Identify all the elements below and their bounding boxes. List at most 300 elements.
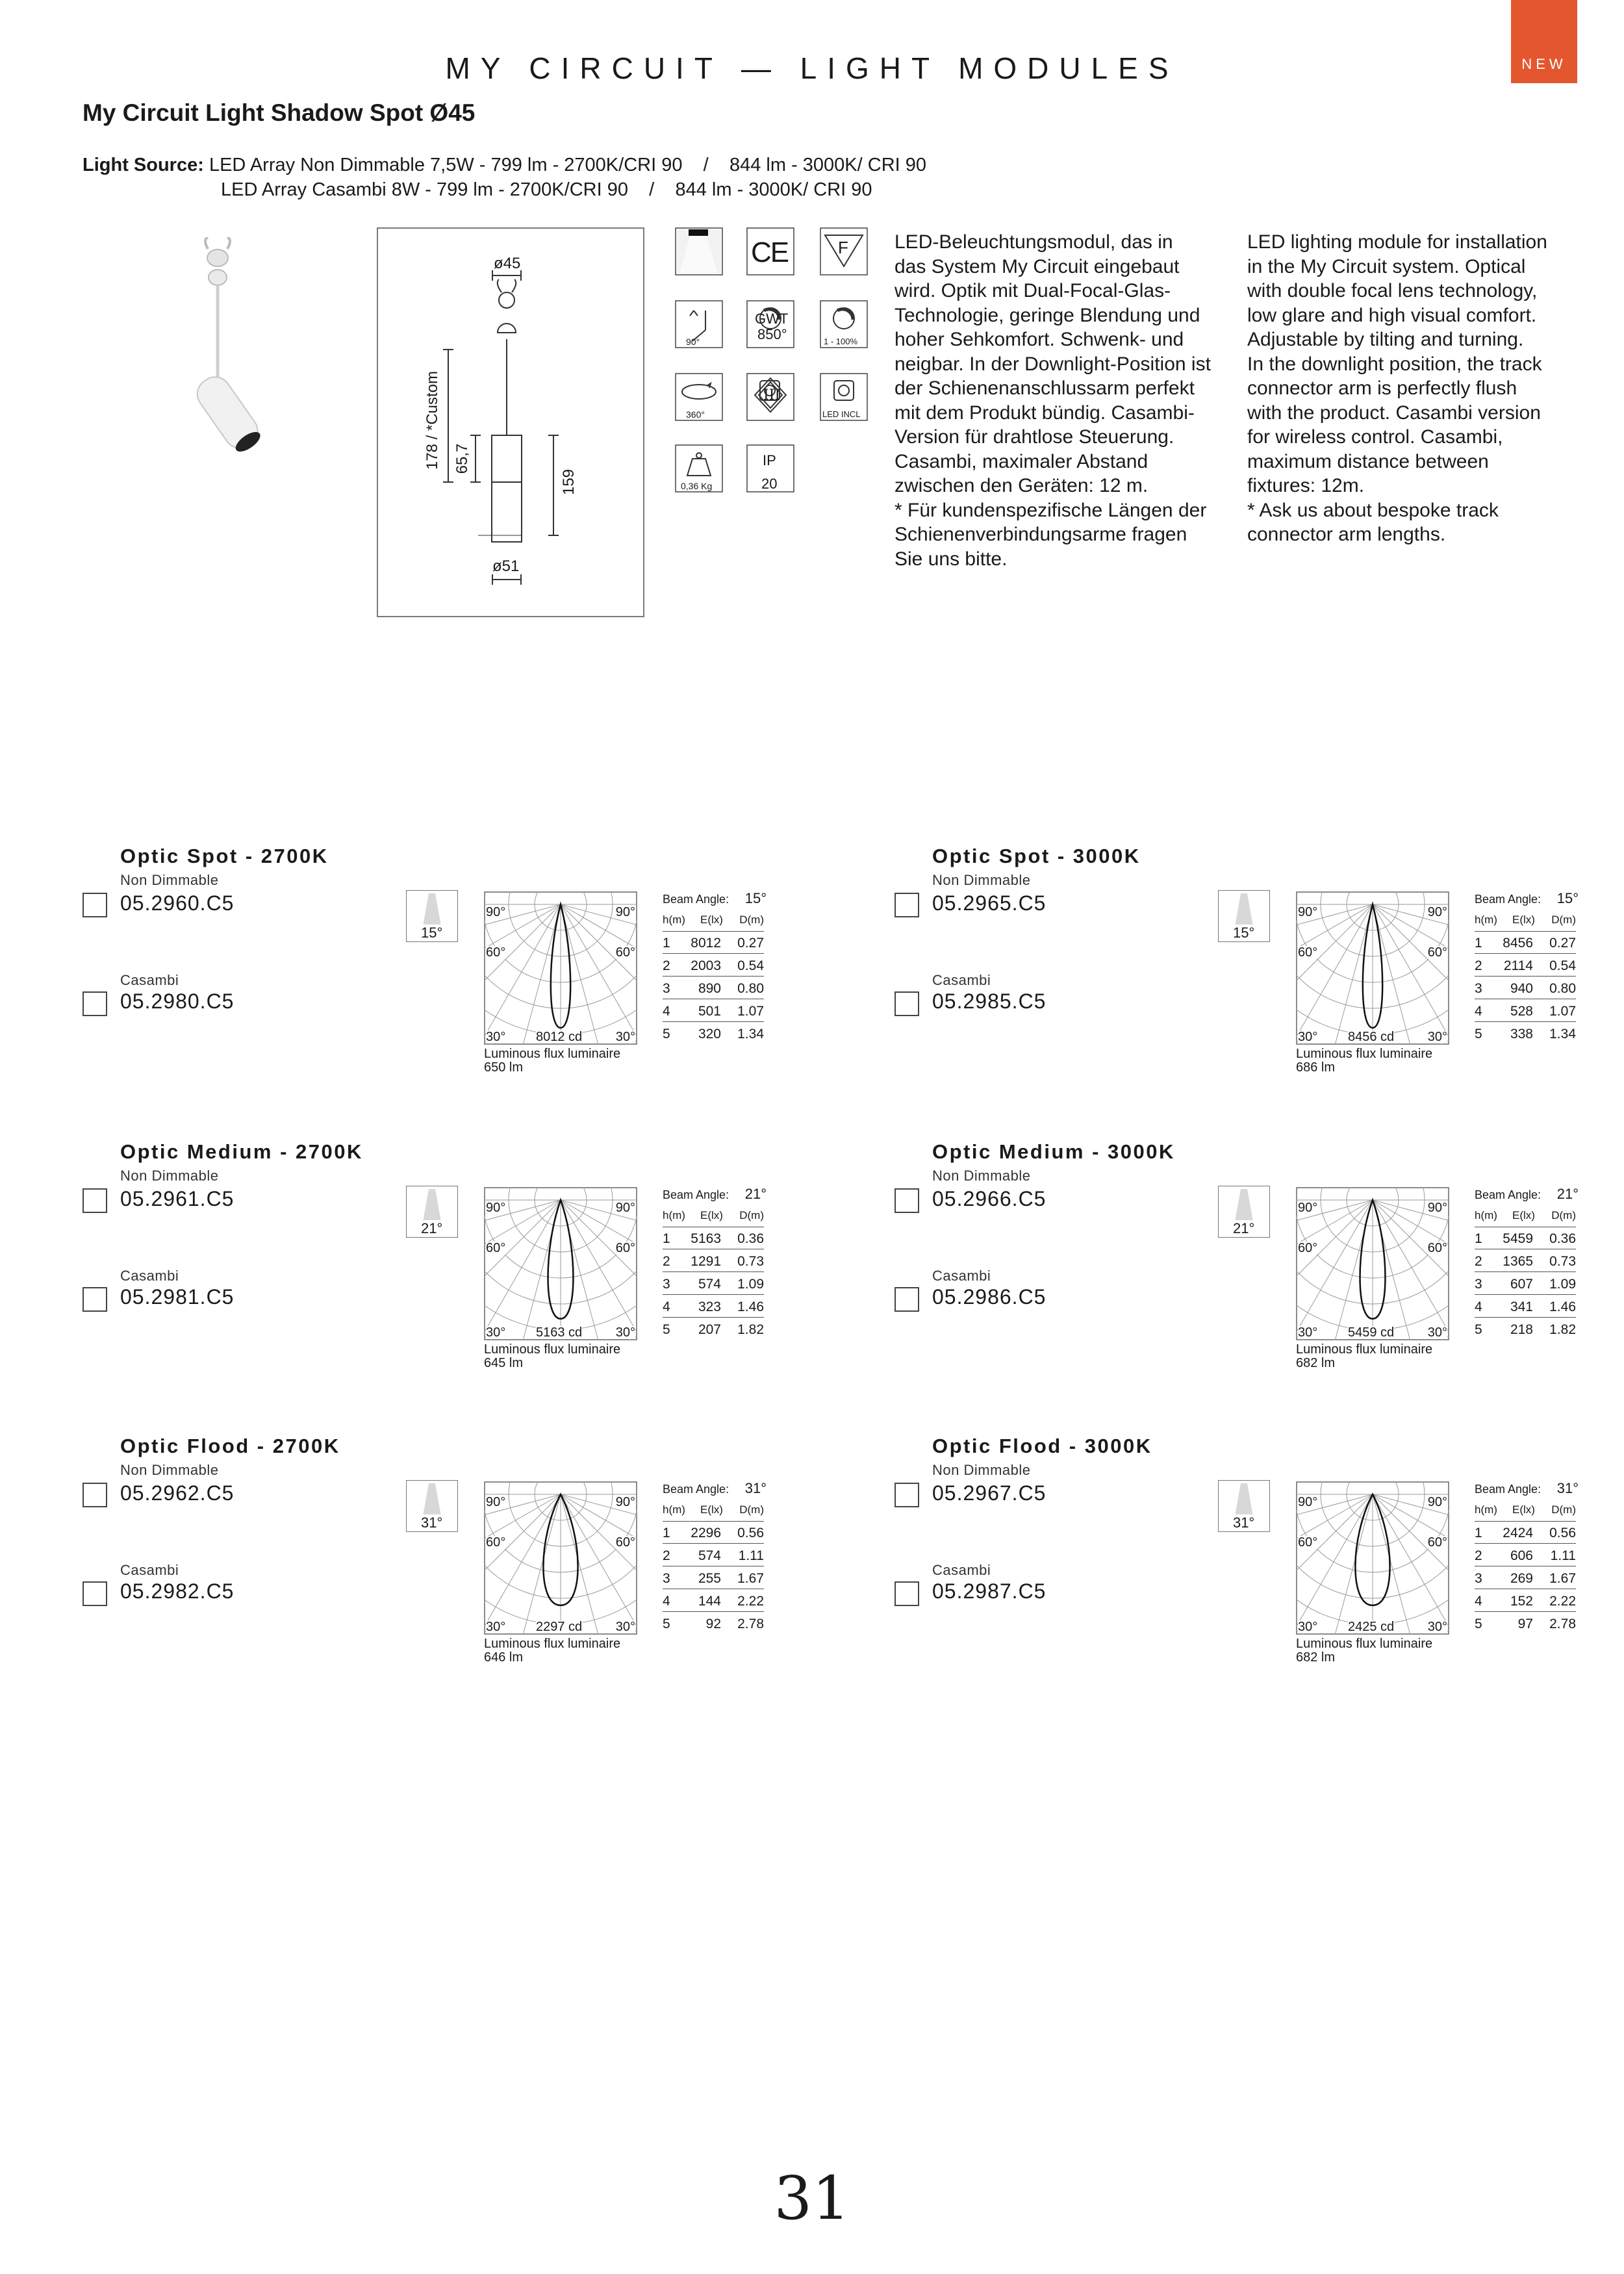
polar-label-30-right: 30°	[1427, 1620, 1447, 1634]
table-row	[1475, 1274, 1576, 1295]
description-line: with the product. Casambi version	[1247, 402, 1541, 424]
table-row	[1475, 1251, 1576, 1272]
flux-value: 682 lm	[1296, 1650, 1336, 1665]
cell-d: 1.82	[1549, 1322, 1576, 1337]
cell-h: 5	[663, 1027, 670, 1041]
table-row	[1475, 1297, 1576, 1318]
checkbox-non-dimmable[interactable]	[894, 1188, 919, 1213]
table-header	[663, 1501, 764, 1522]
table-header	[663, 1207, 764, 1227]
cell-d: 1.67	[1549, 1571, 1576, 1586]
cell-e: 2003	[691, 958, 721, 973]
polar-label-30-left: 30°	[1298, 1325, 1318, 1340]
gwt-label: GWT	[755, 311, 789, 327]
polar-candela: 2425 cd	[1348, 1620, 1395, 1634]
checkbox-casambi[interactable]	[894, 991, 919, 1016]
cell-e: 5459	[1503, 1231, 1533, 1246]
cell-h: 3	[663, 1277, 670, 1292]
description-line: low glare and high visual comfort.	[1247, 304, 1537, 326]
flux-label: Luminous flux luminaire	[1296, 1637, 1433, 1651]
description-line: zwischen den Geräten: 12 m.	[894, 475, 1148, 496]
table-row	[1475, 1568, 1576, 1589]
cell-h: 1	[663, 936, 670, 951]
polar-label-60-left: 60°	[486, 1241, 506, 1255]
table-row	[663, 956, 764, 977]
description-line: wird. Optik mit Dual-Focal-Glas-	[894, 280, 1171, 301]
polar-grid	[484, 1187, 637, 1340]
cell-d: 1.09	[737, 1277, 764, 1292]
cell-h: 5	[663, 1616, 670, 1631]
checkbox-non-dimmable[interactable]	[82, 893, 107, 917]
col-d: D(m)	[739, 1209, 764, 1221]
cell-e: 8456	[1503, 936, 1533, 951]
table-header	[1475, 911, 1576, 932]
beam-angle-icon	[406, 1186, 458, 1238]
description-line: der Schienenanschlussarm perfekt	[894, 377, 1195, 399]
table-row	[663, 933, 764, 954]
cell-e: 606	[1510, 1548, 1533, 1563]
polar-candela: 8012 cd	[536, 1030, 583, 1044]
description-line: Casambi, maximaler Abstand	[894, 450, 1148, 472]
cell-e: 574	[698, 1277, 721, 1292]
polar-label-30-left: 30°	[1298, 1030, 1318, 1044]
flux-value: 645 lm	[484, 1356, 524, 1370]
page-header: MY CIRCUIT — LIGHT MODULES	[445, 51, 1179, 85]
beam-angle-label: Beam Angle:	[663, 1188, 730, 1201]
product-code-non-dimmable: 05.2967.C5	[932, 1481, 1047, 1505]
cell-e: 2424	[1503, 1526, 1533, 1540]
checkbox-casambi[interactable]	[82, 991, 107, 1016]
optic-section	[82, 1140, 767, 1413]
cell-d: 1.07	[1549, 1004, 1576, 1019]
cell-h: 1	[1475, 936, 1482, 951]
description-line: neigbar. In der Downlight-Position ist	[894, 353, 1211, 375]
cell-e: 320	[698, 1027, 721, 1041]
product-code-casambi: 05.2985.C5	[932, 990, 1047, 1013]
ip-value: 20	[761, 476, 778, 492]
table-row	[663, 1024, 764, 1044]
cell-e: 2296	[691, 1526, 721, 1540]
product-code-non-dimmable: 05.2966.C5	[932, 1187, 1047, 1210]
non-dimmable-label: Non Dimmable	[120, 872, 219, 888]
polar-grid	[484, 1481, 637, 1635]
dim-range-label: 1 - 100%	[824, 337, 858, 346]
gwt-value: 850°	[757, 326, 787, 342]
table-row	[1475, 956, 1576, 977]
cell-e: 92	[705, 1616, 721, 1631]
beam-angle-icon-label: 21°	[421, 1220, 443, 1236]
table-row	[1475, 1523, 1576, 1544]
table-row	[1475, 1001, 1576, 1022]
description-line: LED lighting module for installation	[1247, 231, 1547, 253]
table-row	[663, 1546, 764, 1566]
cell-h: 2	[663, 1548, 670, 1563]
table-header	[1475, 1501, 1576, 1522]
cell-e: 338	[1510, 1027, 1533, 1041]
illuminance-table	[663, 890, 767, 1046]
col-h: h(m)	[663, 913, 685, 926]
col-h: h(m)	[1475, 913, 1497, 926]
polar-label-90-right: 90°	[615, 1495, 635, 1509]
description-line: Schienenverbindungsarme fragen	[894, 524, 1187, 545]
dim-diameter-bottom: ø51	[492, 557, 520, 575]
cell-h: 2	[1475, 1548, 1482, 1563]
polar-label-90-right: 90°	[615, 905, 635, 919]
cell-h: 5	[663, 1322, 670, 1337]
cell-d: 1.67	[737, 1571, 764, 1586]
beam-angle-icon	[406, 890, 458, 942]
cell-e: 574	[698, 1548, 721, 1563]
description-line: maximum distance between	[1247, 450, 1489, 472]
table-row	[1475, 933, 1576, 954]
polar-label-60-left: 60°	[1298, 1241, 1318, 1255]
page-number: 31	[774, 2164, 850, 2233]
polar-diagram	[484, 1481, 637, 1635]
optic-section	[894, 1140, 1579, 1413]
optic-title: Optic Flood - 2700K	[120, 1435, 340, 1457]
cell-d: 2.22	[737, 1594, 764, 1609]
polar-label-90-left: 90°	[486, 1201, 506, 1215]
table-row	[663, 1591, 764, 1612]
table-row	[663, 1614, 764, 1634]
cell-e: 607	[1510, 1277, 1533, 1292]
casambi-label: Casambi	[120, 1268, 179, 1284]
illuminance-table	[663, 1186, 767, 1342]
polar-candela: 8456 cd	[1348, 1030, 1395, 1044]
table-row	[663, 1274, 764, 1295]
spec-icon-grid	[669, 227, 799, 500]
cell-e: 218	[1510, 1322, 1533, 1337]
spec-icon-grid-right	[820, 227, 872, 429]
cell-h: 4	[1475, 1004, 1482, 1019]
col-h: h(m)	[663, 1503, 685, 1516]
cell-d: 1.09	[1549, 1277, 1576, 1292]
cell-d: 0.73	[737, 1254, 764, 1269]
cell-e: 97	[1517, 1616, 1533, 1631]
col-h: h(m)	[1475, 1209, 1497, 1221]
table-row	[663, 1568, 764, 1589]
beam-angle-label: Beam Angle:	[1475, 893, 1542, 906]
cell-d: 0.73	[1549, 1254, 1576, 1269]
optic-section	[82, 845, 767, 1118]
table-row	[1475, 1320, 1576, 1340]
cell-h: 3	[1475, 1571, 1482, 1586]
description-de	[894, 230, 1232, 571]
beam-angle-icon-label: 31°	[1233, 1514, 1255, 1531]
polar-label-30-left: 30°	[1298, 1620, 1318, 1634]
cell-d: 0.27	[1549, 936, 1576, 951]
cell-d: 0.54	[737, 958, 764, 973]
cell-h: 4	[663, 1299, 670, 1314]
description-line: LED-Beleuchtungsmodul, das in	[894, 231, 1173, 253]
checkbox-casambi[interactable]	[894, 1581, 919, 1606]
description-line: * Ask us about bespoke track	[1247, 499, 1499, 521]
casambi-label: Casambi	[932, 972, 991, 988]
product-code-non-dimmable: 05.2960.C5	[120, 891, 235, 915]
cell-e: 5163	[691, 1231, 721, 1246]
description-line: mit dem Produkt bündig. Casambi-	[894, 402, 1195, 424]
description-line: In the downlight position, the track	[1247, 353, 1542, 375]
polar-label-30-left: 30°	[486, 1325, 506, 1340]
polar-grid	[1296, 1481, 1449, 1635]
description-line: connector arm lengths.	[1247, 524, 1446, 545]
cell-d: 1.46	[1549, 1299, 1576, 1314]
cell-h: 1	[1475, 1526, 1482, 1540]
table-row	[663, 1229, 764, 1249]
polar-label-90-left: 90°	[486, 1495, 506, 1509]
table-row	[1475, 1546, 1576, 1566]
description-line: Version für drahtlose Steuerung.	[894, 426, 1174, 448]
cell-e: 1291	[691, 1254, 721, 1269]
polar-grid	[1296, 891, 1449, 1045]
weight-label: 0,36 Kg	[681, 481, 713, 491]
cell-d: 0.27	[737, 936, 764, 951]
col-d: D(m)	[1551, 1209, 1576, 1221]
non-dimmable-label: Non Dimmable	[120, 1462, 219, 1478]
dim-height-total: 178 / *Custom	[424, 370, 441, 470]
checkbox-casambi[interactable]	[82, 1581, 107, 1606]
polar-label-60-left: 60°	[486, 1535, 506, 1550]
cell-d: 1.34	[1549, 1027, 1576, 1041]
polar-label-60-right: 60°	[615, 1535, 635, 1550]
cell-h: 3	[663, 1571, 670, 1586]
polar-candela: 2297 cd	[536, 1620, 583, 1634]
table-row	[1475, 1614, 1576, 1634]
polar-label-90-left: 90°	[1298, 1495, 1318, 1509]
mount-clip-icon	[205, 237, 230, 285]
cell-h: 1	[663, 1231, 670, 1246]
table-row	[663, 1251, 764, 1272]
col-e: E(lx)	[1512, 1503, 1535, 1516]
polar-diagram	[484, 1187, 637, 1340]
flux-label: Luminous flux luminaire	[484, 1047, 621, 1061]
col-h: h(m)	[1475, 1503, 1497, 1516]
cell-e: 207	[698, 1322, 721, 1337]
product-code-casambi: 05.2987.C5	[932, 1579, 1047, 1603]
polar-label-30-right: 30°	[1427, 1030, 1447, 1044]
cell-h: 2	[1475, 1254, 1482, 1269]
flux-label: Luminous flux luminaire	[1296, 1342, 1433, 1357]
polar-label-60-left: 60°	[1298, 1535, 1318, 1550]
polar-label-60-left: 60°	[1298, 945, 1318, 960]
polar-label-60-left: 60°	[486, 945, 506, 960]
beam-angle-value: 21°	[744, 1186, 767, 1202]
table-row	[663, 1523, 764, 1544]
product-code-non-dimmable: 05.2962.C5	[120, 1481, 235, 1505]
description-line: connector arm is perfectly flush	[1247, 377, 1517, 399]
polar-label-30-right: 30°	[615, 1030, 635, 1044]
description-line: for wireless control. Casambi,	[1247, 426, 1503, 448]
cell-h: 2	[663, 1254, 670, 1269]
beam-angle-value: 15°	[1556, 890, 1579, 906]
col-e: E(lx)	[700, 1209, 723, 1221]
cell-h: 5	[1475, 1616, 1482, 1631]
flux-value: 682 lm	[1296, 1356, 1336, 1370]
cell-h: 5	[1475, 1027, 1482, 1041]
product-code-casambi: 05.2981.C5	[120, 1285, 235, 1309]
cell-e: 341	[1510, 1299, 1533, 1314]
illuminance-table	[1475, 1480, 1579, 1636]
product-code-casambi: 05.2982.C5	[120, 1579, 235, 1603]
description-line: Sie uns bitte.	[894, 548, 1008, 570]
cell-d: 2.22	[1549, 1594, 1576, 1609]
col-d: D(m)	[1551, 1503, 1576, 1516]
ce-mark-icon: CE	[751, 236, 789, 268]
technical-drawing	[377, 227, 644, 617]
checkbox-non-dimmable[interactable]	[82, 1483, 107, 1507]
description-line: hoher Sehkomfort. Schwenk- und	[894, 329, 1184, 350]
cell-h: 3	[663, 981, 670, 996]
cell-d: 0.36	[737, 1231, 764, 1246]
non-dimmable-label: Non Dimmable	[932, 1462, 1031, 1478]
polar-label-60-right: 60°	[615, 1241, 635, 1255]
ip-label: IP	[763, 452, 776, 468]
cell-d: 1.11	[738, 1548, 764, 1563]
optic-section	[82, 1435, 767, 1707]
spot-body-icon	[191, 371, 265, 457]
polar-label-60-right: 60°	[1427, 945, 1447, 960]
description-line: das System My Circuit eingebaut	[894, 255, 1180, 277]
cell-h: 1	[1475, 1231, 1482, 1246]
polar-label-90-right: 90°	[615, 1201, 635, 1215]
beam-angle-label: Beam Angle:	[1475, 1483, 1542, 1496]
checkbox-casambi[interactable]	[894, 1287, 919, 1312]
product-code-non-dimmable: 05.2961.C5	[120, 1187, 235, 1210]
beam-angle-value: 31°	[744, 1480, 767, 1496]
cell-e: 255	[698, 1571, 721, 1586]
dim-height-body: 65,7	[453, 443, 471, 474]
polar-grid	[484, 891, 637, 1045]
description-line: fixtures: 12m.	[1247, 475, 1365, 496]
beam-angle-icon-label: 21°	[1233, 1220, 1255, 1236]
polar-label-90-right: 90°	[1427, 1495, 1447, 1509]
col-d: D(m)	[739, 913, 764, 926]
optic-section	[894, 1435, 1579, 1707]
description-line: * Für kundenspezifische Längen der	[894, 499, 1207, 521]
cell-d: 2.78	[1549, 1616, 1576, 1631]
cell-d: 0.80	[1549, 981, 1576, 996]
polar-grid	[1296, 1187, 1449, 1340]
casambi-label: Casambi	[120, 972, 179, 988]
product-code-non-dimmable: 05.2965.C5	[932, 891, 1047, 915]
col-d: D(m)	[1551, 913, 1576, 926]
polar-label-30-left: 30°	[486, 1030, 506, 1044]
col-e: E(lx)	[700, 913, 723, 926]
beam-angle-icon	[1218, 890, 1270, 942]
optic-title: Optic Flood - 3000K	[932, 1435, 1152, 1457]
table-header	[663, 911, 764, 932]
optic-title: Optic Spot - 3000K	[932, 845, 1141, 867]
polar-candela: 5163 cd	[536, 1325, 583, 1340]
checkbox-casambi[interactable]	[82, 1287, 107, 1312]
product-photo	[162, 237, 292, 458]
cell-d: 0.54	[1549, 958, 1576, 973]
cell-h: 3	[1475, 981, 1482, 996]
beam-angle-value: 31°	[1556, 1480, 1579, 1496]
beam-angle-value: 15°	[744, 890, 767, 906]
rotate-label: 360°	[686, 409, 705, 420]
cell-h: 2	[663, 958, 670, 973]
illuminance-table	[663, 1480, 767, 1636]
checkbox-non-dimmable[interactable]	[894, 1483, 919, 1507]
col-d: D(m)	[739, 1503, 764, 1516]
cell-h: 2	[1475, 958, 1482, 973]
polar-label-30-right: 30°	[1427, 1325, 1447, 1340]
table-row	[663, 1320, 764, 1340]
illuminance-table	[1475, 890, 1579, 1046]
flux-label: Luminous flux luminaire	[1296, 1047, 1433, 1061]
cell-h: 5	[1475, 1322, 1482, 1337]
polar-candela: 5459 cd	[1348, 1325, 1395, 1340]
beam-angle-icon	[406, 1480, 458, 1532]
product-code-casambi: 05.2986.C5	[932, 1285, 1047, 1309]
beam-angle-icon	[1218, 1480, 1270, 1532]
casambi-label: Casambi	[120, 1562, 179, 1578]
cell-d: 0.56	[1549, 1526, 1576, 1540]
polar-label-30-right: 30°	[615, 1325, 635, 1340]
cell-e: 152	[1510, 1594, 1533, 1609]
cell-d: 1.46	[737, 1299, 764, 1314]
polar-label-90-left: 90°	[1298, 1201, 1318, 1215]
table-row	[663, 978, 764, 999]
casambi-label: Casambi	[932, 1268, 991, 1284]
cell-h: 1	[663, 1526, 670, 1540]
cell-e: 528	[1510, 1004, 1533, 1019]
polar-diagram	[1296, 1187, 1449, 1340]
cell-e: 1365	[1503, 1254, 1533, 1269]
flux-value: 646 lm	[484, 1650, 524, 1665]
flux-value: 686 lm	[1296, 1060, 1336, 1075]
polar-label-90-right: 90°	[1427, 905, 1447, 919]
description-line: in the My Circuit system. Optical	[1247, 255, 1526, 277]
f-mark-label: F	[838, 238, 848, 257]
product-code-casambi: 05.2980.C5	[120, 990, 235, 1013]
cell-d: 0.80	[737, 981, 764, 996]
beam-angle-value: 21°	[1556, 1186, 1579, 1202]
description-en	[1247, 230, 1585, 547]
product-title: My Circuit Light Shadow Spot Ø45	[82, 99, 476, 126]
cell-e: 269	[1510, 1571, 1533, 1586]
optic-title: Optic Medium - 2700K	[120, 1140, 363, 1163]
polar-label-60-right: 60°	[1427, 1535, 1447, 1550]
checkbox-non-dimmable[interactable]	[894, 893, 919, 917]
cell-e: 501	[698, 1004, 721, 1019]
beam-angle-label: Beam Angle:	[663, 1483, 730, 1496]
light-source-line-1	[82, 155, 926, 176]
light-source-text-1: LED Array Non Dimmable 7,5W - 799 lm - 2700K/CRI 90 / 844 lm - 3000K/ CRI 90	[209, 155, 927, 175]
polar-diagram	[1296, 1481, 1449, 1635]
cell-d: 2.78	[737, 1616, 764, 1631]
optic-title: Optic Medium - 3000K	[932, 1140, 1175, 1163]
dim-height-right: 159	[560, 468, 577, 496]
flux-label: Luminous flux luminaire	[484, 1637, 621, 1651]
tilt-label: 90°	[686, 337, 700, 347]
polar-label-30-right: 30°	[615, 1620, 635, 1634]
optic-title: Optic Spot - 2700K	[120, 845, 329, 867]
cell-h: 4	[1475, 1299, 1482, 1314]
cell-e: 890	[698, 981, 721, 996]
cell-h: 3	[1475, 1277, 1482, 1292]
cell-e: 8012	[691, 936, 721, 951]
optic-section	[894, 845, 1579, 1118]
cell-d: 1.07	[737, 1004, 764, 1019]
cell-h: 4	[1475, 1594, 1482, 1609]
col-e: E(lx)	[1512, 913, 1535, 926]
col-e: E(lx)	[700, 1503, 723, 1516]
cell-e: 940	[1510, 981, 1533, 996]
checkbox-non-dimmable[interactable]	[82, 1188, 107, 1213]
light-source-label: Light Source:	[82, 155, 204, 175]
